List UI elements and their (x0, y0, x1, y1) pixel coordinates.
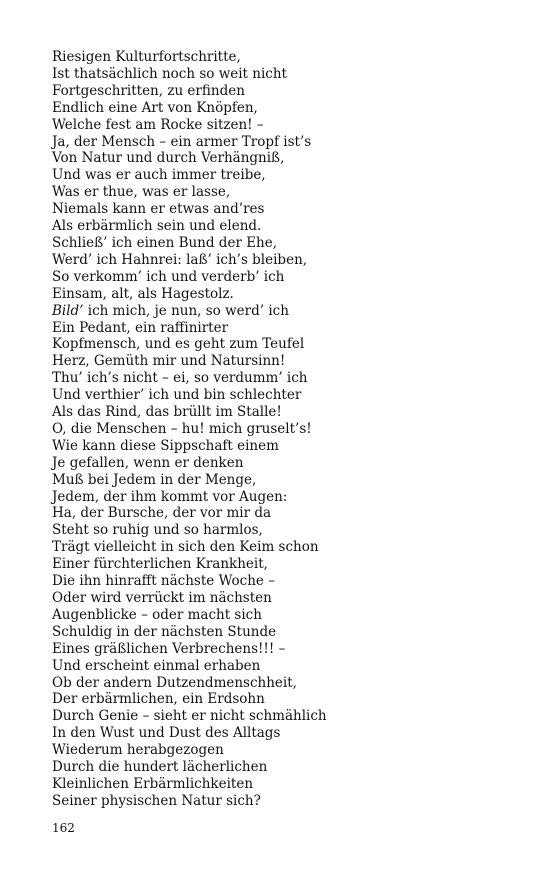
poem-line: Einer fürchterlichen Krankheit, (52, 556, 268, 573)
poem-line: Wie kann diese Sippschaft einem (52, 437, 279, 454)
poem-line: Schließ’ ich einen Bund der Ehe, (52, 234, 278, 251)
poem-text (52, 49, 512, 810)
poem-line-text: ich mich, je nun, so werd’ ich (83, 302, 289, 319)
poem-line: In den Wust und Dust des Alltags (52, 725, 281, 742)
poem-line: Durch die hundert lächerlichen (52, 759, 268, 776)
poem-line: Thu’ ich’s nicht – ei, so verdumm’ ich (52, 370, 308, 387)
poem-line: Jedem, der ihm kommt vor Augen: (52, 488, 288, 505)
poem-line: Was er thue, was er lasse, (52, 184, 231, 201)
poem-line: Und verthier’ ich und bin schlechter (52, 387, 302, 404)
poem-line: Kleinlichen Erbärmlichkeiten (52, 775, 254, 792)
poem-line: Oder wird verrückt im nächsten (52, 590, 272, 606)
poem-line: Trägt vielleicht in sich den Keim schon (52, 539, 319, 556)
poem-line: Als erbärmlich sein und elend. (52, 218, 262, 235)
poem-line: Ob der andern Dutzendmenschheit, (52, 674, 297, 691)
poem-line: Steht so ruhig und so harmlos, (52, 522, 263, 539)
poem-line: Riesigen Kulturfortschritte, (52, 49, 241, 65)
poem-line (52, 303, 512, 320)
poem-line: Die ihn hinrafft nächste Woche – (52, 573, 275, 590)
poem-line: Schuldig in der nächsten Stunde (52, 623, 277, 640)
poem-line: Augenblicke – oder macht sich (52, 606, 262, 623)
poem-line: Eines gräßlichen Verbrechens!!! – (52, 640, 286, 657)
page-body (52, 49, 512, 810)
poem-line: Kopfmensch, und es geht zum Teufel (52, 336, 305, 353)
poem-line: Einsam, alt, als Hagestolz. (52, 285, 234, 302)
poem-line: Durch Genie – sieht er nicht schmählich (52, 708, 327, 725)
poem-line: Und erscheint einmal erhaben (52, 657, 261, 674)
page-number: 162 (52, 821, 75, 835)
poem-line: Ist thatsächlich noch so weit nicht (52, 65, 287, 82)
poem-line: Niemals kann er etwas and’res (52, 201, 265, 218)
poem-line: Herz, Gemüth mir und Natursinn! (52, 353, 286, 370)
poem-line: Der erbärmlichen, ein Erdsohn (52, 691, 265, 708)
poem-line: Ha, der Bursche, der vor mir da (52, 505, 272, 522)
poem-line: Welche fest am Rocke sitzen! – (52, 116, 264, 133)
poem-line: Als das Rind, das brüllt im Stalle! (52, 404, 282, 421)
poem-line: Fortgeschritten, zu erfinden (52, 82, 245, 99)
poem-line: Endlich eine Art von Knöpfen, (52, 99, 258, 116)
poem-line: So verkomm’ ich und verderb’ ich (52, 268, 285, 285)
poem-line: Seiner physischen Natur sich? (52, 792, 261, 809)
poem-line: O, die Menschen – hu! mich gruselt’s! (52, 420, 312, 437)
poem-line: Werd’ ich Hahnrei: laß’ ich’s bleiben, (52, 251, 308, 268)
emphasized-word: Bild’ (52, 302, 84, 319)
poem-line: Von Natur und durch Verhängniß, (52, 150, 285, 167)
poem-line: Ja, der Mensch – ein armer Tropf ist’s (52, 133, 312, 150)
poem-line: Muß bei Jedem in der Menge, (52, 471, 257, 488)
poem-line: Und was er auch immer treibe, (52, 167, 266, 184)
poem-line: Je gefallen, wenn er denken (52, 454, 244, 471)
poem-line: Wiederum herabgezogen (52, 742, 224, 759)
poem-line: Ein Pedant, ein raffinirter (52, 319, 229, 336)
